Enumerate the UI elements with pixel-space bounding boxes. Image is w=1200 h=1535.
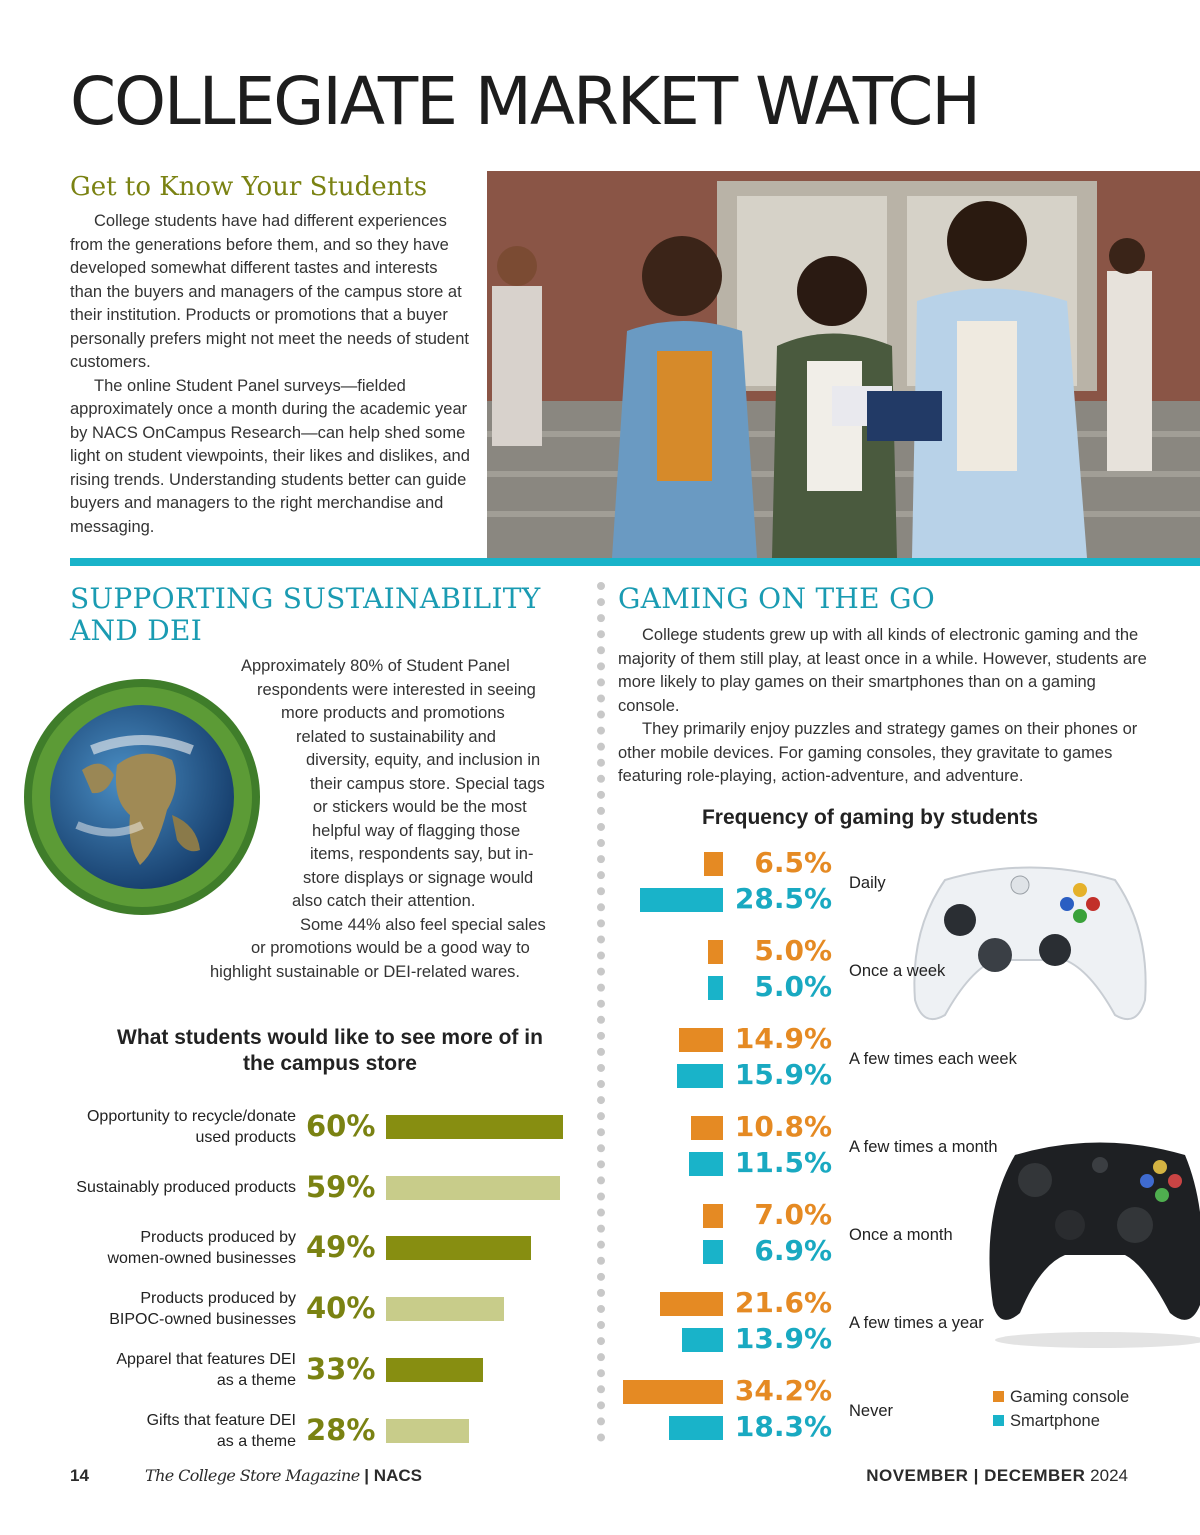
footer-separator: | (364, 1466, 370, 1485)
sustainability-line: Some 44% also feel special sales (300, 915, 546, 934)
sustainability-line: their campus store. Special tags (310, 774, 545, 793)
gaming-value-console: 5.0% (754, 934, 832, 967)
gaming-category-label: Once a week (849, 962, 946, 980)
dei-value-label: 49% (306, 1230, 376, 1265)
white-controller-icon (905, 850, 1155, 1030)
gaming-bar-smartphone (682, 1328, 723, 1352)
issue-year: 2024 (1090, 1466, 1128, 1485)
gaming-bar-console (623, 1380, 723, 1404)
gaming-value-console: 6.5% (754, 846, 832, 879)
gaming-value-smartphone: 5.0% (754, 970, 832, 1003)
legend-console (993, 1385, 1129, 1409)
gaming-bar-console (703, 1204, 723, 1228)
intro-heading: Get to Know Your Students (70, 172, 428, 202)
sustainability-line: or promotions would be a good way to (251, 939, 530, 957)
dei-bar (386, 1115, 563, 1139)
gaming-bar-smartphone (708, 976, 723, 1000)
gaming-chart-title: Frequency of gaming by students (701, 806, 1039, 829)
dei-bar (386, 1358, 483, 1382)
gaming-value-console: 14.9% (734, 1022, 832, 1055)
footer-publication (145, 1466, 422, 1486)
dei-bar (386, 1236, 531, 1260)
gaming-category-label: A few times a month (849, 1138, 998, 1156)
gaming-bar-console (679, 1028, 723, 1052)
page-number: 14 (70, 1466, 89, 1485)
magazine-name: The College Store Magazine (145, 1466, 360, 1485)
gaming-bar-smartphone (640, 888, 723, 912)
issue-date (866, 1466, 1128, 1486)
intro-paragraph-2: The online Student Panel surveys—fielded approximately once a month during the academic year by NACS OnCampus Research—can help shed some light on student viewpoints, their likes and dislikes, and rising trends. Understanding students better can guide buyers and managers to the right merchandise and messaging. (70, 376, 470, 536)
gaming-body (618, 624, 1148, 789)
gaming-value-smartphone: 15.9% (734, 1058, 832, 1091)
gaming-bar-smartphone (677, 1064, 723, 1088)
gaming-bar-smartphone (703, 1240, 723, 1264)
dei-bar (386, 1297, 504, 1321)
gaming-value-console: 10.8% (734, 1110, 832, 1143)
dei-category-label: Sustainably produced products (76, 1179, 296, 1197)
dei-value-label: 40% (306, 1291, 376, 1326)
gaming-value-smartphone: 18.3% (734, 1410, 832, 1443)
students-photo (487, 171, 1200, 558)
dei-value-label: 60% (306, 1109, 376, 1143)
black-controller-icon (985, 1135, 1200, 1350)
sustainability-line: also catch their attention. (292, 892, 476, 910)
org-name: NACS (373, 1466, 422, 1485)
gaming-value-console: 21.6% (734, 1286, 832, 1319)
sustainability-line: more products and promotions (281, 704, 505, 722)
gaming-value-smartphone: 6.9% (754, 1234, 832, 1267)
gaming-value-console: 7.0% (754, 1198, 832, 1231)
dei-value-label: 28% (306, 1412, 376, 1447)
gaming-legend (993, 1385, 1129, 1433)
dei-bar (386, 1176, 560, 1200)
page-title: COLLEGIATE MARKET WATCH (70, 63, 979, 140)
dei-chart-title: What students would like to see more of in the campus store (117, 1026, 543, 1075)
gaming-value-smartphone: 28.5% (734, 882, 832, 915)
dei-value-label: 33% (306, 1351, 376, 1386)
sustainability-line: Approximately 80% of Student Panel (241, 657, 510, 675)
dei-category-label: Products produced by BIPOC-owned businesses (109, 1290, 296, 1329)
sustainability-line: items, respondents say, but in- (310, 845, 534, 863)
sustainability-line: respondents were interested in seeing (257, 680, 536, 699)
gaming-category-label: Never (849, 1402, 894, 1420)
intro-paragraph-1: College students have had different experiences from the generations before them, and so they have developed somewhat different tastes and interests than the buyers and managers of the campus store at their institution. Products or promotions that a buyer personally prefers might not meet the needs of student customers. (70, 212, 469, 371)
gaming-bar-smartphone (669, 1416, 723, 1440)
legend-console-label: Gaming console (1010, 1388, 1130, 1406)
gaming-value-smartphone: 13.9% (734, 1322, 832, 1355)
gaming-value-console: 34.2% (734, 1374, 832, 1407)
legend-smartphone (993, 1409, 1129, 1433)
sustainability-line: related to sustainability and (296, 727, 496, 746)
gaming-paragraph-2: They primarily enjoy puzzles and strategy games on their phones or other mobile devices. For gaming consoles, they gravitate to games featuring role-playing, action-adventure, and adventure. (618, 720, 1138, 785)
legend-smartphone-label: Smartphone (1010, 1412, 1100, 1430)
sustainability-line: store displays or signage would (303, 868, 534, 887)
gaming-bar-smartphone (689, 1152, 723, 1176)
dei-category-label: Products produced by women-owned businesses (107, 1229, 296, 1268)
gaming-paragraph-1: College students grew up with all kinds of electronic gaming and the majority of them still play, at least once in a while. However, students are more likely to play games on their smartphones than on a gaming console. (618, 626, 1147, 715)
dei-category-label: Apparel that features DEI as a theme (116, 1350, 296, 1389)
dei-category-label: Opportunity to recycle/donate used products (86, 1108, 296, 1146)
gaming-category-label: A few times a year (849, 1314, 984, 1332)
gaming-bar-console (660, 1292, 723, 1316)
sustainability-line: highlight sustainable or DEI-related wares. (210, 962, 520, 981)
section-divider (70, 558, 1200, 566)
legend-smartphone-swatch (993, 1415, 1004, 1426)
column-divider (597, 582, 605, 1442)
legend-console-swatch (993, 1391, 1004, 1402)
gaming-bar-console (704, 852, 723, 876)
sustainability-body (200, 655, 565, 984)
intro-body (70, 210, 472, 539)
sustainability-line: diversity, equity, and inclusion in (306, 751, 541, 769)
issue-months: NOVEMBER | DECEMBER (866, 1466, 1086, 1485)
gaming-bar-console (708, 940, 723, 964)
gaming-category-label: A few times each week (849, 1050, 1017, 1068)
students-photo-illustration (487, 171, 1200, 558)
gaming-heading: GAMING ON THE GO (618, 582, 935, 615)
sustainability-heading: SUPPORTING SUSTAINABILITY AND DEI (70, 582, 541, 647)
gaming-value-smartphone: 11.5% (734, 1146, 832, 1179)
gaming-category-label: Daily (849, 874, 886, 892)
dei-value-label: 59% (306, 1169, 376, 1204)
sustainability-line: helpful way of flagging those (312, 821, 521, 840)
gaming-bar-console (691, 1116, 723, 1140)
dei-category-label: Gifts that feature DEI as a theme (146, 1411, 296, 1450)
sustainability-line: or stickers would be the most (313, 798, 527, 816)
gaming-category-label: Once a month (849, 1226, 953, 1244)
dei-bar (386, 1419, 469, 1443)
